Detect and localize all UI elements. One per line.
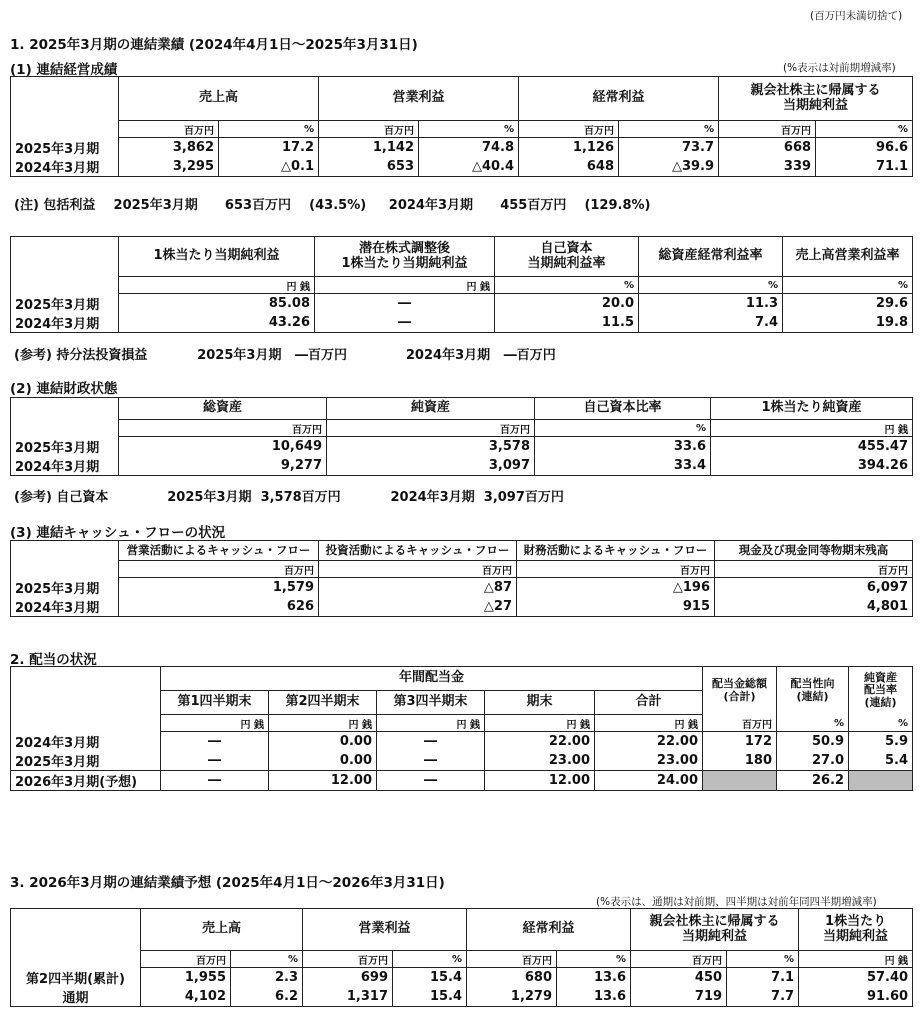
unit-cell: 百万円 (303, 951, 393, 968)
cell: 3,578 (327, 437, 535, 456)
cell: 1,579 (119, 578, 319, 597)
dividends-title: 2. 配当の状況 (10, 652, 97, 668)
header-payout-ratio: 配当性向 (連結) (777, 667, 849, 715)
cell: 13.6 (557, 968, 631, 987)
cell: 0.00 (269, 751, 377, 771)
unit-note: (百万円未満切捨て) (810, 10, 903, 22)
table-row (11, 968, 913, 987)
header-operating-income: 営業利益 (303, 909, 467, 951)
cell: 180 (703, 751, 777, 771)
unit-cell: % (777, 715, 849, 732)
cell: 11.5 (495, 313, 639, 333)
cell: △27 (319, 597, 517, 617)
cell: 7.4 (639, 313, 783, 333)
cell: 15.4 (393, 987, 467, 1007)
cell: 7.7 (727, 987, 799, 1007)
row-label: 第2四半期(累計) (11, 968, 141, 987)
cell: 24.00 (595, 770, 703, 790)
row-label: 2024年3月期 (11, 732, 161, 751)
cell: 3,862 (119, 138, 219, 157)
header-q3: 第3四半期末 (377, 691, 485, 715)
row-label: 2026年3月期(予想) (11, 770, 161, 790)
unit-cell: % (535, 420, 711, 437)
row-label: 2025年3月期 (11, 751, 161, 771)
header-sales: 売上高 (141, 909, 303, 951)
unit-cell: 円 銭 (119, 277, 315, 294)
cell: 1,955 (141, 968, 231, 987)
cell: 33.4 (535, 456, 711, 476)
section-1-title: 1. 2025年3月期の連結業績 (2024年4月1日～2025年3月31日) (10, 37, 418, 53)
cell: 5.4 (849, 751, 913, 771)
row-label: 2024年3月期 (11, 456, 119, 476)
header-ordinary-income: 経常利益 (519, 77, 719, 121)
cell: 1,142 (319, 138, 419, 157)
unit-cell: 円 銭 (269, 715, 377, 732)
header-investing-cf: 投資活動によるキャッシュ・フロー (319, 541, 517, 561)
cash-flow-table (10, 540, 913, 617)
unit-cell: % (393, 951, 467, 968)
unit-cell: 百万円 (327, 420, 535, 437)
cell: 680 (467, 968, 557, 987)
cell: 4,102 (141, 987, 231, 1007)
table-row (11, 313, 913, 333)
header-roa: 総資産経常利益率 (639, 237, 783, 277)
table-row (11, 138, 913, 157)
header-bps: 1株当たり純資産 (711, 398, 913, 420)
unit-cell: % (816, 121, 913, 138)
row-label: 2024年3月期 (11, 597, 119, 617)
cell: 15.4 (393, 968, 467, 987)
cell: 1,126 (519, 138, 619, 157)
cell: 74.8 (419, 138, 519, 157)
unit-cell: % (849, 715, 913, 732)
table-row (11, 597, 913, 617)
cell: 91.60 (799, 987, 913, 1007)
shaded-cell (849, 770, 913, 790)
cell: ― (161, 751, 269, 771)
cell: 648 (519, 157, 619, 177)
unit-cell: 円 銭 (799, 951, 913, 968)
cell: 27.0 (777, 751, 849, 771)
cell: 12.00 (269, 770, 377, 790)
cell: 13.6 (557, 987, 631, 1007)
cell: 394.26 (711, 456, 913, 476)
row-label: 2025年3月期 (11, 294, 119, 313)
row-label: 2024年3月期 (11, 313, 119, 333)
cell: 20.0 (495, 294, 639, 313)
cell: 11.3 (639, 294, 783, 313)
operating-results-title: (1) 連結経営成績 (10, 62, 118, 78)
shaded-cell (703, 770, 777, 790)
unit-cell: % (557, 951, 631, 968)
unit-cell: 円 銭 (377, 715, 485, 732)
row-label: 2024年3月期 (11, 157, 119, 177)
header-operating-margin: 売上高営業利益率 (783, 237, 913, 277)
cell: 10,649 (119, 437, 327, 456)
cell: 43.26 (119, 313, 315, 333)
cell: 339 (719, 157, 816, 177)
header-annual-dividend: 年間配当金 (161, 667, 703, 691)
unit-cell: % (783, 277, 913, 294)
cell: △0.1 (219, 157, 319, 177)
operating-results-table (10, 76, 913, 177)
cell: ― (315, 313, 495, 333)
financial-position-table (10, 397, 913, 476)
cell: 3,097 (327, 456, 535, 476)
header-net-assets: 純資産 (327, 398, 535, 420)
unit-cell: 円 銭 (595, 715, 703, 732)
financial-position-title: (2) 連結財政状態 (10, 381, 118, 397)
cell: 1,279 (467, 987, 557, 1007)
cell: ― (377, 751, 485, 771)
unit-cell: % (231, 951, 303, 968)
cell: 17.2 (219, 138, 319, 157)
cell: △40.4 (419, 157, 519, 177)
header-net-income: 親会社株主に帰属する 当期純利益 (719, 77, 913, 121)
unit-cell: 百万円 (119, 420, 327, 437)
unit-cell: 百万円 (119, 561, 319, 578)
cell: 33.6 (535, 437, 711, 456)
header-roe: 自己資本 当期純利益率 (495, 237, 639, 277)
cell: 50.9 (777, 732, 849, 751)
cell: 19.8 (783, 313, 913, 333)
header-cash-balance: 現金及び現金同等物期末残高 (715, 541, 913, 561)
forecast-table (10, 908, 913, 1007)
header-net-income: 親会社株主に帰属する 当期純利益 (631, 909, 799, 951)
cell: 23.00 (595, 751, 703, 771)
table-row (11, 987, 913, 1007)
pct-note: (%表示は対前期増減率) (783, 62, 896, 74)
header-total: 合計 (595, 691, 703, 715)
cell: 6.2 (231, 987, 303, 1007)
header-operating-cf: 営業活動によるキャッシュ・フロー (119, 541, 319, 561)
cell: 6,097 (715, 578, 913, 597)
cell: 915 (517, 597, 715, 617)
cell: △87 (319, 578, 517, 597)
cell: ― (161, 732, 269, 751)
unit-cell: % (727, 951, 799, 968)
table-row (11, 578, 913, 597)
cell: 719 (631, 987, 727, 1007)
header-eps: 1株当たり当期純利益 (119, 237, 315, 277)
forecast-pct-note: (%表示は、通期は対前期、四半期は対前年同四半期増減率) (596, 896, 877, 908)
cell: 23.00 (485, 751, 595, 771)
cell: 0.00 (269, 732, 377, 751)
comprehensive-income-note: (注) 包括利益 2025年3月期 653百万円 (43.5%) 2024年3月期 455百万円 (129.8%) (14, 198, 651, 213)
unit-cell: 百万円 (517, 561, 715, 578)
cell: ― (315, 294, 495, 313)
header-total-dividend: 配当金総額 (合計) (703, 667, 777, 715)
cell: ― (161, 770, 269, 790)
unit-cell: 百万円 (119, 121, 219, 138)
unit-cell: % (639, 277, 783, 294)
table-row (11, 294, 913, 313)
cell: 7.1 (727, 968, 799, 987)
header-financing-cf: 財務活動によるキャッシュ・フロー (517, 541, 715, 561)
cell: 699 (303, 968, 393, 987)
cell: 668 (719, 138, 816, 157)
equity-note: (参考) 自己資本 2025年3月期 3,578百万円 2024年3月期 3,097百万円 (14, 490, 564, 505)
cash-flow-title: (3) 連結キャッシュ・フローの状況 (10, 525, 226, 541)
cell: 22.00 (485, 732, 595, 751)
header-q2: 第2四半期末 (269, 691, 377, 715)
table-row (11, 437, 913, 456)
unit-cell: % (619, 121, 719, 138)
dividends-table (10, 666, 913, 791)
unit-cell: 百万円 (519, 121, 619, 138)
header-year-end: 期末 (485, 691, 595, 715)
unit-cell: 百万円 (141, 951, 231, 968)
unit-cell: % (219, 121, 319, 138)
table-row (11, 456, 913, 476)
cell: 9,277 (119, 456, 327, 476)
unit-cell: 百万円 (631, 951, 727, 968)
cell: 455.47 (711, 437, 913, 456)
header-sales: 売上高 (119, 77, 319, 121)
unit-cell: 百万円 (467, 951, 557, 968)
table-row (11, 157, 913, 177)
row-label: 2025年3月期 (11, 578, 119, 597)
cell: 450 (631, 968, 727, 987)
header-operating-income: 営業利益 (319, 77, 519, 121)
unit-cell: % (419, 121, 519, 138)
cell: 96.6 (816, 138, 913, 157)
cell: ― (377, 770, 485, 790)
cell: △196 (517, 578, 715, 597)
cell: △39.9 (619, 157, 719, 177)
unit-cell: 百万円 (703, 715, 777, 732)
unit-cell: 円 銭 (485, 715, 595, 732)
header-q1: 第1四半期末 (161, 691, 269, 715)
header-eps: 1株当たり 当期純利益 (799, 909, 913, 951)
table-row (11, 732, 913, 751)
equity-method-note: (参考) 持分法投資損益 2025年3月期 ―百万円 2024年3月期 ―百万円 (14, 348, 556, 363)
cell: 22.00 (595, 732, 703, 751)
unit-cell: 百万円 (319, 121, 419, 138)
cell: 29.6 (783, 294, 913, 313)
header-ordinary-income: 経常利益 (467, 909, 631, 951)
header-total-assets: 総資産 (119, 398, 327, 420)
cell: 172 (703, 732, 777, 751)
header-doe: 純資産 配当率 (連結) (849, 667, 913, 715)
per-share-table (10, 236, 913, 333)
cell: 3,295 (119, 157, 219, 177)
unit-cell: 百万円 (715, 561, 913, 578)
cell: 12.00 (485, 770, 595, 790)
cell: 626 (119, 597, 319, 617)
unit-cell: 円 銭 (315, 277, 495, 294)
unit-cell: % (495, 277, 639, 294)
forecast-title: 3. 2026年3月期の連結業績予想 (2025年4月1日～2026年3月31日) (10, 875, 445, 891)
row-label: 2025年3月期 (11, 138, 119, 157)
cell: 73.7 (619, 138, 719, 157)
row-label: 通期 (11, 987, 141, 1007)
header-equity-ratio: 自己資本比率 (535, 398, 711, 420)
cell: 1,317 (303, 987, 393, 1007)
cell: 57.40 (799, 968, 913, 987)
unit-cell: 百万円 (319, 561, 517, 578)
unit-cell: 百万円 (719, 121, 816, 138)
cell: 2.3 (231, 968, 303, 987)
table-row (11, 770, 913, 790)
cell: 653 (319, 157, 419, 177)
cell: 4,801 (715, 597, 913, 617)
cell: 71.1 (816, 157, 913, 177)
unit-cell: 円 銭 (161, 715, 269, 732)
cell: 5.9 (849, 732, 913, 751)
cell: 85.08 (119, 294, 315, 313)
table-row (11, 751, 913, 771)
row-label: 2025年3月期 (11, 437, 119, 456)
cell: ― (377, 732, 485, 751)
unit-cell: 円 銭 (711, 420, 913, 437)
cell: 26.2 (777, 770, 849, 790)
header-diluted-eps: 潜在株式調整後 1株当たり当期純利益 (315, 237, 495, 277)
